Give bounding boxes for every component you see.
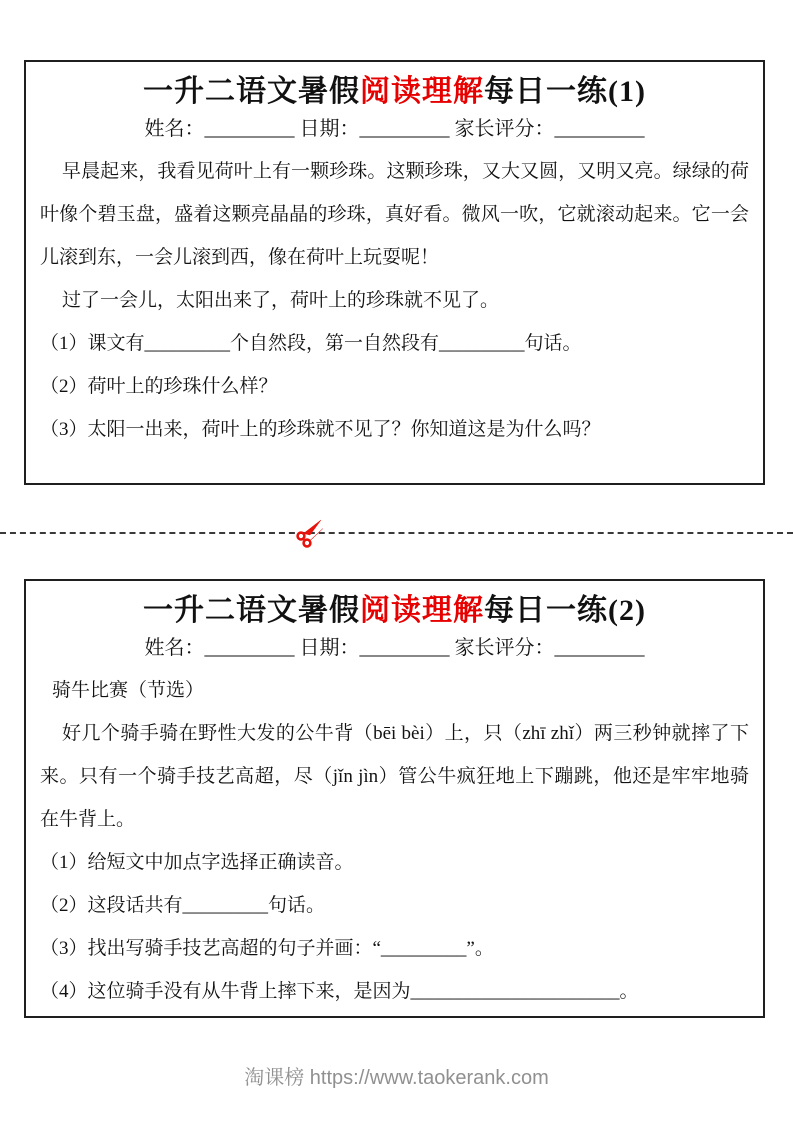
section-2-meta-line	[40, 633, 749, 663]
passage-paragraph: 好几个骑手骑在野性大发的公牛背（bēi bèi）上，只（zhī zhǐ）两三秒钟就摔了下来。只有一个骑手技艺高超，尽（jǐn jìn）管公牛疯狂地上下蹦跳，他还是牢牢地骑在牛背上。	[40, 723, 749, 830]
scissors-icon	[294, 518, 324, 548]
cut-line-divider	[0, 532, 793, 534]
score-blank: _________	[554, 637, 645, 659]
question-3: （3）太阳一出来，荷叶上的珍珠就不见了？你知道这是为什么吗？	[40, 419, 601, 440]
name-label: 姓名：	[144, 118, 205, 140]
question-1: （1）给短文中加点字选择正确读音。	[40, 852, 354, 873]
passage-subtitle: 骑牛比赛（节选）	[52, 680, 205, 701]
section-1-meta-line	[40, 114, 749, 144]
name-blank: _________	[204, 118, 295, 140]
date-label: 日期：	[299, 118, 360, 140]
footer-watermark	[0, 1064, 793, 1092]
question-3: （3）找出写骑手技艺高超的句子并画：“_________”。	[40, 938, 494, 959]
passage-paragraph: 过了一会儿，太阳出来了，荷叶上的珍珠就不见了。	[62, 290, 500, 311]
passage-paragraph: 早晨起来，我看见荷叶上有一颗珍珠。这颗珍珠，又大又圆，又明又亮。绿绿的荷叶像个碧玉盘，盛着这颗亮晶晶的珍珠，真好看。微风一吹，它就滚动起来。它一会儿滚到东，一会儿滚到西，像在荷叶上玩耍呢！	[40, 161, 749, 268]
section-1-content	[40, 150, 749, 451]
name-blank: _________	[204, 637, 295, 659]
question-2: （2）这段话共有_________句话。	[40, 895, 326, 916]
title-text-highlight: 阅读理解	[360, 594, 484, 627]
title-text-pre: 一升二语文暑假	[143, 75, 360, 108]
date-blank: _________	[359, 637, 450, 659]
title-text-post: 每日一练(2)	[484, 594, 646, 627]
score-label: 家长评分：	[454, 118, 555, 140]
title-text-pre: 一升二语文暑假	[143, 594, 360, 627]
footer-text: 淘课榜 https://www.taokerank.com	[244, 1067, 549, 1089]
name-label: 姓名：	[144, 637, 205, 659]
score-label: 家长评分：	[454, 637, 555, 659]
worksheet-section-1	[24, 60, 765, 485]
section-2-content	[40, 669, 749, 1013]
section-2-title	[40, 591, 749, 631]
question-1: （1）课文有_________个自然段，第一自然段有_________句话。	[40, 333, 582, 354]
score-blank: _________	[554, 118, 645, 140]
question-2: （2）荷叶上的珍珠什么样？	[40, 376, 278, 397]
worksheet-section-2	[24, 579, 765, 1018]
title-text-highlight: 阅读理解	[360, 75, 484, 108]
question-4: （4）这位骑手没有从牛背上摔下来，是因为______________________。	[40, 981, 639, 1002]
date-label: 日期：	[299, 637, 360, 659]
section-1-title	[40, 72, 749, 112]
title-text-post: 每日一练(1)	[484, 75, 646, 108]
date-blank: _________	[359, 118, 450, 140]
